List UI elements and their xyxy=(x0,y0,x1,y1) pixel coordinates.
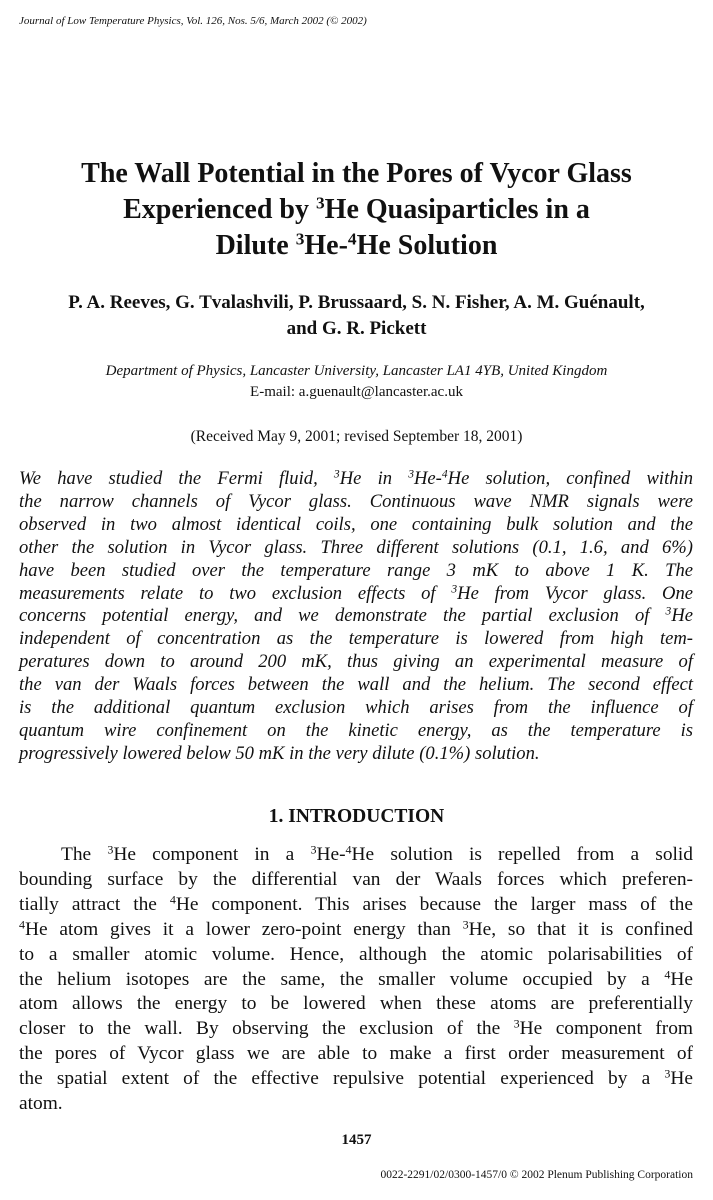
superscript: 4 xyxy=(441,468,448,481)
body-line: bounding surface by the differential van der Waals forces which preferen- xyxy=(19,868,693,890)
title-line-2 xyxy=(20,192,693,228)
journal-header: Journal of Low Temperature Physics, Vol. 126, Nos. 5/6, March 2002 (© 2002) xyxy=(19,15,367,27)
title-superscript: 4 xyxy=(347,229,357,249)
body-text: He component. This arises because the larger mass of the xyxy=(175,893,693,915)
superscript: 3 xyxy=(451,583,458,596)
body-text: He solution is repelled from a solid xyxy=(351,844,693,865)
abstract-line: is the additional quantum exclusion which arises from the influence of xyxy=(19,697,693,719)
abstract-line: have been studied over the temperature range 3 mK to above 1 K. The xyxy=(19,559,693,581)
abstract-text: measurements relate to two exclusion effects of xyxy=(19,582,452,604)
abstract-line xyxy=(19,605,693,628)
introduction-paragraph xyxy=(19,843,693,1117)
body-line xyxy=(19,843,693,868)
abstract-line: peratures down to around 200 mK, thus giving an experimental measure of xyxy=(19,651,693,673)
abstract-text: concerns potential energy, and we demonstrate the partial exclusion of xyxy=(19,605,666,627)
body-text: the spatial extent of the effective repulsive potential experienced by a xyxy=(19,1068,665,1090)
superscript: 3 xyxy=(664,1066,671,1081)
abstract-text: He- xyxy=(414,468,442,489)
superscript: 4 xyxy=(345,842,352,857)
paper-title xyxy=(20,156,693,264)
title-line-3 xyxy=(20,228,693,264)
body-text: He component in a xyxy=(113,844,311,865)
body-text: He xyxy=(670,968,693,990)
abstract-text: He from Vycor glass. One xyxy=(457,582,693,604)
body-text: closer to the wall. By observing the exclusion of the xyxy=(19,1018,514,1040)
abstract-text: We have studied the Fermi fluid, xyxy=(19,468,334,489)
title-text: Dilute xyxy=(215,230,296,261)
abstract-text: He in xyxy=(339,468,409,489)
abstract-line: quantum wire confinement on the kinetic energy, as the temperature is xyxy=(19,719,693,741)
superscript: 4 xyxy=(169,892,176,907)
superscript: 4 xyxy=(19,917,26,932)
body-line: to a smaller atomic volume. Hence, although the atomic polarisabilities of xyxy=(19,943,693,965)
superscript: 3 xyxy=(408,468,414,481)
title-text: He Solution xyxy=(356,230,498,261)
title-text: He- xyxy=(304,230,348,261)
abstract-line: progressively lowered below 50 mK in the very dilute (0.1%) solution. xyxy=(19,742,540,764)
abstract-text: He xyxy=(671,605,693,627)
abstract-line xyxy=(19,583,693,606)
body-text: tially attract the xyxy=(19,893,170,915)
title-superscript: 3 xyxy=(315,193,325,213)
body-line xyxy=(19,1067,693,1092)
title-text: Experienced by xyxy=(123,194,316,225)
abstract-line: observed in two almost identical coils, one containing bulk solution and the xyxy=(19,513,693,535)
superscript: 3 xyxy=(310,842,317,857)
abstract-text: He solution, confined within xyxy=(447,468,693,489)
email-address: E-mail: a.guenault@lancaster.ac.uk xyxy=(250,384,463,400)
body-line xyxy=(19,1017,693,1042)
authors-line-2: and G. R. Pickett xyxy=(286,318,427,339)
abstract-line xyxy=(19,468,693,491)
body-text: The xyxy=(61,844,108,865)
body-line: atom allows the energy to be lowered when these atoms are preferentially xyxy=(19,993,693,1015)
body-text: the helium isotopes are the same, the smaller volume occupied by a xyxy=(19,968,665,990)
author-list xyxy=(20,290,693,342)
body-text: He- xyxy=(316,844,346,865)
superscript: 3 xyxy=(107,842,114,857)
page-number: 1457 xyxy=(341,1132,372,1148)
authors-line-1: P. A. Reeves, G. Tvalashvili, P. Brussaard, S. N. Fisher, A. M. Guénault, xyxy=(68,292,645,313)
superscript: 3 xyxy=(462,917,469,932)
publisher-code: 0022-2291/02/0300-1457/0 © 2002 Plenum Publishing Corporation xyxy=(380,1169,693,1181)
superscript: 4 xyxy=(664,966,671,981)
received-dates: (Received May 9, 2001; revised September 18, 2001) xyxy=(190,428,523,445)
body-text: He atom gives it a lower zero-point energy than xyxy=(25,918,463,940)
body-line: the pores of Vycor glass we are able to make a first order measurement of xyxy=(19,1043,693,1065)
section-heading: 1. INTRODUCTION xyxy=(268,806,445,827)
abstract-line: the narrow channels of Vycor glass. Continuous wave NMR signals were xyxy=(19,490,693,512)
body-text: He, so that it is confined xyxy=(468,918,694,940)
abstract-line: independent of concentration as the temperature is lowered from high tem- xyxy=(19,628,693,650)
department: Department of Physics, Lancaster University, Lancaster LA1 4YB, United Kingdom xyxy=(105,363,608,379)
abstract-line: other the solution in Vycor glass. Three different solutions (0.1, 1.6, and 6%) xyxy=(19,536,693,558)
superscript: 3 xyxy=(333,468,340,481)
title-superscript: 3 xyxy=(295,229,305,249)
title-line-1: The Wall Potential in the Pores of Vycor Glass xyxy=(81,158,632,189)
body-line xyxy=(19,893,693,918)
superscript: 3 xyxy=(513,1016,520,1031)
title-text: He Quasiparticles in a xyxy=(324,194,590,225)
superscript: 3 xyxy=(665,606,672,619)
body-text: He xyxy=(670,1068,693,1090)
abstract-line: the van der Waals forces between the wall and the helium. The second effect xyxy=(19,674,693,696)
abstract xyxy=(19,468,693,766)
body-line: atom. xyxy=(19,1093,63,1115)
body-line xyxy=(19,968,693,993)
body-text: He component from xyxy=(519,1018,693,1040)
affiliation xyxy=(20,361,693,403)
body-line xyxy=(19,918,693,943)
